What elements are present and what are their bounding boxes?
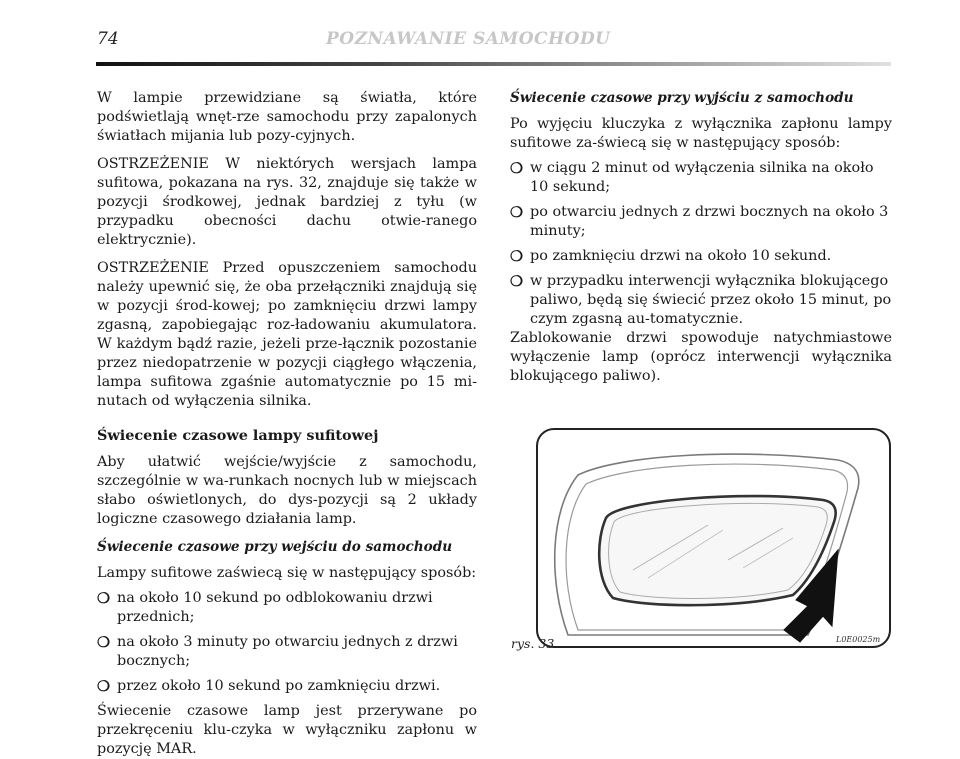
list-item [97, 589, 477, 627]
list-item-text: po zamknięciu drzwi na około 10 sekund. [530, 248, 832, 264]
paragraph-timed-intro: Aby ułatwić wejście/wyjście z samochodu, szczególnie w wa-runkach nocnych lub w miejscach słabo oświetlonych, do dys-pozycji są 2 układy logiczne czasowego działania lamp. [97, 454, 477, 527]
list-item [510, 272, 892, 329]
bullet-icon: ❍ [510, 273, 523, 290]
exit-bullet-list [510, 159, 892, 329]
paragraph-entry-interrupt: Świecenie czasowe lamp jest przerywane po przekręceniu klu-czyka w wyłączniku zapłonu w pozycję MAR. [97, 703, 477, 757]
entry-bullet-list [97, 589, 477, 696]
bullet-icon: ❍ [510, 160, 523, 177]
section-title: POZNAWANIE SAMOCHODU [326, 29, 611, 49]
paragraph-entry-intro: Lampy sufitowe zaświecą się w następujący sposób: [97, 565, 477, 581]
list-item [97, 677, 477, 696]
list-item [510, 247, 892, 266]
heading-timed-lighting: Świecenie czasowe lampy sufitowej [97, 427, 379, 444]
paragraph-warning-versions: OSTRZEŻENIE W niektórych wersjach lampa sufitowa, pokazana na rys. 32, znajduje się także w pozycji środkowej, jednak bardziej z tyłu (w przypadku obecności dachu otwie-ranego elektrycznie). [97, 156, 477, 248]
dome-lamp-figure [536, 428, 891, 648]
bullet-icon: ❍ [510, 204, 523, 221]
bullet-icon: ❍ [97, 634, 110, 651]
header-rule [96, 62, 891, 66]
bullet-icon: ❍ [97, 678, 110, 695]
list-item-text: na około 10 sekund po odblokowaniu drzwi przednich; [117, 590, 433, 625]
dome-lamp-illustration-icon [538, 430, 889, 646]
paragraph-lamp-lights: W lampie przewidziane są światła, które podświetlają wnęt-rze samochodu przy zapalonych światłach mijania lub pozy-cyjnych. [97, 90, 477, 144]
list-item [510, 159, 892, 197]
subheading-entry: Świecenie czasowe przy wejściu do samochodu [97, 539, 453, 555]
paragraph-door-lock: Zablokowanie drzwi spowoduje natychmiastowe wyłączenie lamp (oprócz interwencji wyłącznika blokującego paliwo). [510, 330, 892, 384]
list-item-text: na około 3 minuty po otwarciu jednych z drzwi bocznych; [117, 634, 458, 669]
figure-code: L0E0025m [836, 635, 881, 644]
left-column [97, 89, 477, 759]
paragraph-exit-intro: Po wyjęciu kluczyka z wyłącznika zapłonu lampy sufitowe za-świecą się w następujący sposób: [510, 116, 892, 151]
subheading-exit: Świecenie czasowe przy wyjściu z samochodu [510, 90, 854, 106]
list-item-text: przez około 10 sekund po zamknięciu drzwi. [117, 678, 441, 694]
list-item [510, 203, 892, 241]
page-number: 74 [97, 29, 119, 49]
list-item [97, 633, 477, 671]
list-item-text: w przypadku interwencji wyłącznika blokującego paliwo, będą się świecić przez około 15 minut, po czym zgasną au-tomatycznie. [530, 273, 892, 327]
paragraph-warning-switches: OSTRZEŻENIE Przed opuszczeniem samochodu należy upewnić się, że oba przełączniki znajdują się w pozycji środ-kowej; po zamknięciu drzwi lampy zgasną, zapobiegając roz-ładowaniu akumulatora. W każdym bądź razie, jeżeli prze-łącznik pozostanie przez niedopatrzenie w pozycji ciągłego włączenia, lampa sufitowa zgaśnie automatycznie po 15 mi-nutach od wyłączenia silnika. [97, 260, 477, 409]
right-column [510, 89, 892, 386]
list-item-text: w ciągu 2 minut od wyłączenia silnika na około 10 sekund; [530, 160, 874, 195]
list-item-text: po otwarciu jednych z drzwi bocznych na około 3 minuty; [530, 204, 889, 239]
bullet-icon: ❍ [510, 248, 523, 265]
figure-caption: rys. 33 [511, 636, 555, 651]
bullet-icon: ❍ [97, 590, 110, 607]
